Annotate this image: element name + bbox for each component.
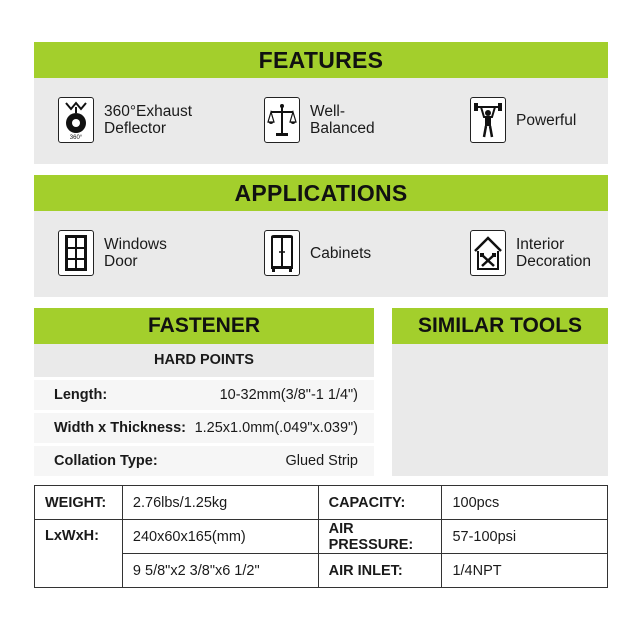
fastener-row-width-thickness xyxy=(34,410,374,443)
application-label: Interior Decoration xyxy=(516,236,591,270)
application-windows-door xyxy=(58,230,167,276)
air-pressure-value: 57-100psi xyxy=(442,520,608,554)
spec-row xyxy=(35,486,608,520)
capacity-value: 100pcs xyxy=(442,486,608,520)
features-panel xyxy=(34,78,608,164)
weight-key: WEIGHT: xyxy=(35,486,123,520)
feature-powerful xyxy=(470,97,576,143)
feature-exhaust-deflector xyxy=(58,97,192,143)
application-cabinets xyxy=(264,230,371,276)
feature-label: 360°Exhaust Deflector xyxy=(104,103,193,137)
air-inlet-key: AIR INLET: xyxy=(318,554,442,588)
window-door-icon xyxy=(58,230,94,276)
applications-panel xyxy=(34,211,608,297)
house-tools-icon xyxy=(470,230,506,276)
features-header: FEATURES xyxy=(34,42,608,78)
fastener-key: Width x Thickness: xyxy=(54,420,187,436)
fastener-row-length xyxy=(34,377,374,410)
similar-tools-panel xyxy=(392,344,608,476)
air-inlet-value: 1/4NPT xyxy=(442,554,608,588)
feature-label: Powerful xyxy=(516,111,577,129)
feature-label: Well- Balanced xyxy=(310,103,375,137)
fastener-key: Length: xyxy=(54,387,108,403)
applications-header: APPLICATIONS xyxy=(34,175,608,211)
similar-tools-header: SIMILAR TOOLS xyxy=(392,308,608,344)
fastener-header: FASTENER xyxy=(34,308,374,344)
fastener-panel xyxy=(34,344,374,476)
exhaust-deflector-icon xyxy=(58,97,94,143)
application-interior-decoration xyxy=(470,230,591,276)
fastener-row-collation xyxy=(34,443,374,476)
dimension-value-in: 9 5/8"x2 3/8"x6 1/2" xyxy=(122,554,318,588)
cabinet-icon xyxy=(264,230,300,276)
dimension-key: LxWxH: xyxy=(35,520,123,588)
exhaust-badge-text: 360° xyxy=(69,135,83,141)
fastener-value: 1.25x1.0mm(.049"x.039") xyxy=(194,420,358,436)
weightlifter-icon xyxy=(470,97,506,143)
weight-value: 2.76lbs/1.25kg xyxy=(122,486,318,520)
air-pressure-key: AIR PRESSURE: xyxy=(318,520,442,554)
balance-scale-icon xyxy=(264,97,300,143)
spec-table xyxy=(34,485,608,588)
dimension-value-mm: 240x60x165(mm) xyxy=(122,520,318,554)
application-label: Windows Door xyxy=(104,236,167,270)
spec-row xyxy=(35,520,608,554)
fastener-value: 10-32mm(3/8"-1 1/4") xyxy=(219,387,358,403)
application-label: Cabinets xyxy=(310,244,372,262)
capacity-key: CAPACITY: xyxy=(318,486,442,520)
fastener-value: Glued Strip xyxy=(285,453,358,469)
feature-well-balanced xyxy=(264,97,375,143)
fastener-key: Collation Type: xyxy=(54,453,158,469)
fastener-subtitle: HARD POINTS xyxy=(154,352,254,368)
